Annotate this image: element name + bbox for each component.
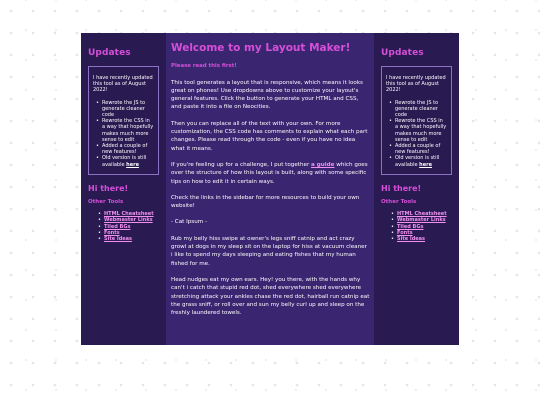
list-item: • Rewrote the JS to generate cleaner code: [389, 100, 447, 119]
tool-link-html-cheatsheet[interactable]: HTML Cheatsheet: [397, 210, 447, 217]
update-notice-list: [386, 100, 447, 168]
list-item: • Rewrote the CSS in a way that hopefully makes much more sense to edit: [96, 118, 154, 143]
list-item: • Added a couple of new features!: [96, 143, 154, 155]
guide-text-after: which goes over the structure of how this layout is built, along with some specific tips on how to edit it in certain ways.: [171, 161, 368, 185]
tool-link-site-ideas[interactable]: Site Ideas: [104, 236, 133, 243]
update-notice-box: [381, 66, 452, 175]
list-item: [96, 155, 154, 167]
other-tools-list: [88, 211, 159, 243]
hi-there-heading: Hi there!: [381, 183, 422, 193]
tool-link-tiled-bgs[interactable]: Tiled BGs: [397, 223, 424, 230]
list-item: • Rewrote the JS to generate cleaner code: [96, 100, 154, 119]
other-tools-heading: Other Tools: [381, 198, 417, 205]
guide-text-before: If you're feeling up for a challenge, I put together: [171, 161, 312, 168]
list-item: [391, 236, 452, 242]
resources-paragraph: Check the links in the sidebar for more resources to build your own website!: [171, 194, 360, 210]
updates-heading: Updates: [381, 48, 424, 58]
list-item: • Added a couple of new features!: [389, 143, 447, 155]
read-first-note: Please read this first!: [171, 63, 237, 70]
customization-paragraph: Then you can replace all of the text with your own. For more customization, the CSS code has comments to explain what each part changes. Please read through the code - even if you have no idea what it means.: [171, 120, 368, 152]
other-tools-list: [381, 211, 452, 243]
cat-ipsum-heading: - Cat Ipsum -: [171, 219, 208, 226]
other-tools-heading: Other Tools: [88, 198, 124, 205]
layout-container: [81, 33, 459, 345]
intro-paragraph: This tool generates a layout that is responsive, which means it looks great on phones! Use dropdowns above to customize your layout's general features. Click the button to generate your HTML and CSS, and paste it into a file on Neocities.: [171, 79, 363, 111]
page-title: Welcome to my Layout Maker!: [171, 42, 351, 54]
tool-link-webmaster-links[interactable]: Webmaster Links: [397, 217, 446, 224]
tool-link-tiled-bgs[interactable]: Tiled BGs: [104, 223, 131, 230]
update-notice-box: [88, 66, 159, 175]
update-notice-intro: I have recently updated this tool as of August 2022!: [386, 75, 446, 94]
update-notice-intro: I have recently updated this tool as of August 2022!: [93, 75, 153, 94]
main-content: [166, 33, 374, 345]
old-version-link[interactable]: here: [126, 161, 139, 168]
cat-ipsum-paragraph-1: Rub my belly hiss swipe at owner's legs sniff catnip and act crazy growl at dogs in my sleep sit on the laptop for hiss at vacuum cleaner i like to spend my days sleeping and eating fishes that my human fished for me.: [171, 235, 367, 267]
tool-link-webmaster-links[interactable]: Webmaster Links: [104, 217, 153, 224]
update-notice-list: [93, 100, 154, 168]
tool-link-fonts[interactable]: Fonts: [397, 230, 413, 237]
old-version-link[interactable]: here: [419, 161, 432, 168]
right-sidebar: [374, 33, 459, 345]
list-item: • Rewrote the CSS in a way that hopefully makes much more sense to edit: [389, 118, 447, 143]
tool-link-site-ideas[interactable]: Site Ideas: [397, 236, 426, 243]
tool-link-fonts[interactable]: Fonts: [104, 230, 120, 237]
cat-ipsum-paragraph-2: Head nudges eat my own ears. Hey! you there, with the hands why can't i catch that stupid red dot, shed everywhere shed everywhere stretching attack your ankles chase the red dot, hairball run catnip eat the grass sniff, or roll over and sun my belly curl up and sleep on the freshly laundered towels.: [171, 276, 370, 317]
tool-link-html-cheatsheet[interactable]: HTML Cheatsheet: [104, 210, 154, 217]
hi-there-heading: Hi there!: [88, 183, 129, 193]
guide-link[interactable]: a guide: [311, 161, 335, 168]
left-sidebar: [81, 33, 166, 345]
old-version-text: Old version is still available: [395, 155, 440, 168]
old-version-text: Old version is still available: [102, 155, 147, 168]
guide-paragraph: [171, 161, 370, 186]
list-item: [389, 155, 447, 167]
list-item: [98, 236, 159, 242]
updates-heading: Updates: [88, 48, 131, 58]
